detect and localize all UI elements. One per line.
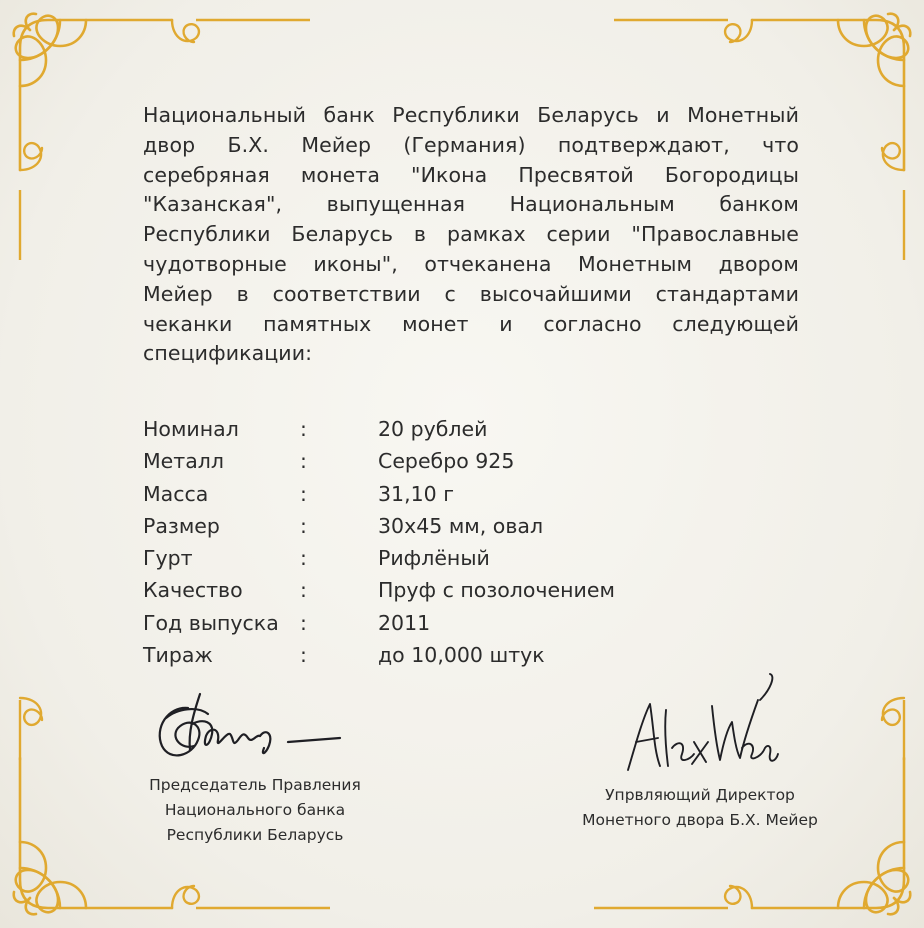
spec-value: 31,10 г [378,481,454,506]
spec-label: Размер [143,513,220,538]
spec-label: Масса [143,481,209,506]
intro-paragraph [143,101,799,369]
signature-right [620,670,780,780]
spec-label: Тираж [143,643,213,668]
spec-value: Серебро 925 [378,449,515,474]
spec-value: Пруф с позолочением [378,578,615,603]
intro-line: Республики Беларусь в рамках серии "Православные [143,222,799,247]
intro-line: двор Б.Х. Мейер (Германия) подтверждают, что [143,132,799,157]
spec-row-year [143,607,703,639]
caption-line: Республики Беларусь [166,826,344,844]
spec-separator: : [300,417,307,441]
spec-row-quality [143,574,703,606]
spec-row-size [143,510,703,542]
spec-value: 2011 [378,610,431,635]
signature-left-caption [130,773,380,848]
spec-row-metal [143,445,703,477]
intro-line: Национальный банк Республики Беларусь и Монетный [143,103,799,127]
signature-right-caption [555,783,845,833]
caption-line: Председатель Правления [149,776,361,794]
caption-line: Монетного двора Б.Х. Мейер [582,811,818,829]
spec-label: Качество [143,578,243,603]
spec-value: до 10,000 штук [378,643,545,668]
spec-separator: : [300,643,307,668]
spec-value: 20 рублей [378,417,488,441]
signature-left [148,688,368,768]
spec-value: Рифлёный [378,546,490,571]
spec-label: Год выпуска [143,610,279,635]
spec-label: Гурт [143,546,193,571]
spec-separator: : [300,481,307,506]
spec-row-mintage [143,639,703,671]
spec-row-edge [143,542,703,574]
caption-line: Национального банка [164,801,346,819]
spec-row-denomination [143,413,703,445]
spec-label: Номинал [143,417,239,441]
intro-line: серебряная монета "Икона Пресвятой Богородицы [143,162,799,187]
spec-row-mass [143,478,703,510]
caption-line: Упрвляющий Директор [605,786,795,804]
intro-line: чудотворные иконы", отчеканена Монетным двором [143,251,799,276]
specification-table [143,413,703,671]
spec-separator: : [300,578,307,603]
intro-line: Мейер в соответствии с высочайшими стандартами [143,281,799,306]
intro-line: "Казанская", выпущенная Национальным банком [143,192,799,217]
intro-line: спецификации: [143,341,313,366]
spec-separator: : [300,513,307,538]
spec-value: 30х45 мм, овал [378,513,544,538]
spec-separator: : [300,449,307,474]
spec-separator: : [300,610,307,635]
spec-label: Металл [143,449,225,474]
intro-line: чеканки памятных монет и согласно следующей [143,311,799,336]
spec-separator: : [300,546,307,571]
